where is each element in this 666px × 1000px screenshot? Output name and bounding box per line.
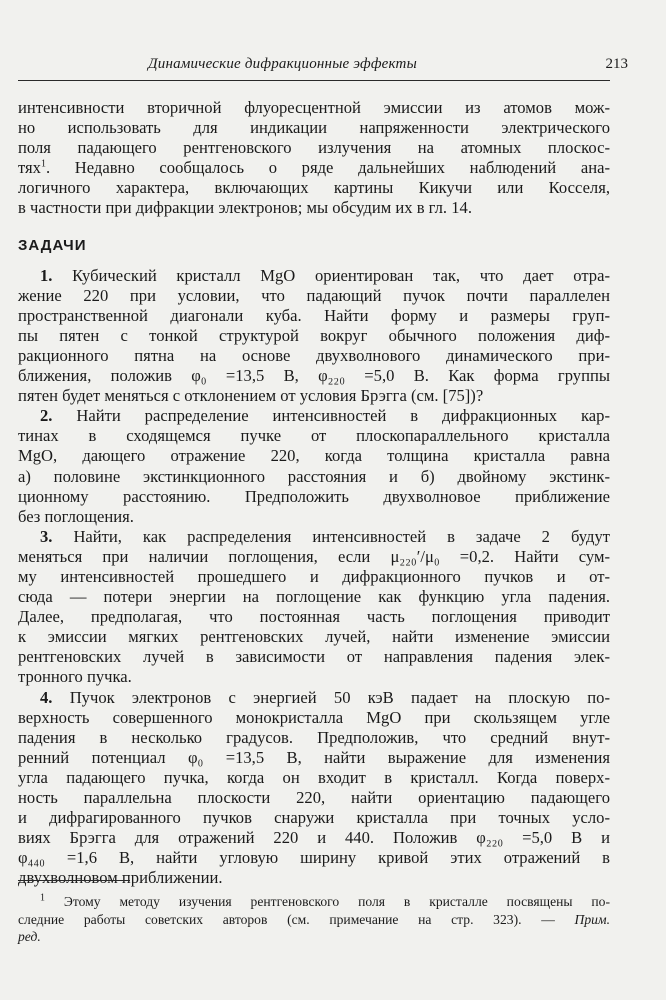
footnote-reference[interactable]: 1 [40,158,46,170]
text-line: му интенсивностей прошедшего и дифракционного пучков и от- [18,566,610,586]
text-line [18,266,610,286]
problem-number: 2. [40,406,53,426]
text-line: пространственной диагонали куба. Найти форму и размеры груп- [18,305,610,325]
text-fragment: Найти, как распределения интенсивностей в задаче 2 будут [73,526,610,546]
text-line: и дифрагированного пучков снаружи кристалла при точных усло- [18,808,610,828]
text-line: жение 220 при условии, что падающий пучок почти параллелен [18,285,610,305]
text-line: φ₄₄₀ =1,6 В, найти угловую ширину кривой этих отражений в [18,848,610,868]
text-line: тронного пучка. [18,667,132,687]
text-fragment: Найти распределение интенсивностей в дифракционных кар- [76,406,610,426]
text-line: поля падающего рентгеновского излучения на атомных плоскос- [18,138,610,158]
text-line: виях Брэгга для отражений 220 и 440. Положив φ₂₂₀ =5,0 В и [18,828,610,848]
intro-paragraph [18,98,610,219]
problem-3 [18,527,610,688]
text-line [18,158,610,178]
text-line [18,406,610,426]
header-rule [18,80,610,81]
section-heading: ЗАДАЧИ [18,236,87,254]
text-line [18,688,610,708]
footnote-rule [18,880,130,881]
text-line: ренний потенциал φ₀ =13,5 В, найти выражение для изменения [18,747,610,767]
text-line: сюда — потери энергии на поглощение как функцию угла падения. [18,587,610,607]
text-fragment: Пучок электронов с энергией 50 кэВ падает на плоскую по- [69,687,611,707]
text-line: к эмиссии мягких рентгеновских лучей, найти изменение эмиссии [18,627,610,647]
text-line: а) половине экстинкционного расстояния и б) двойному экстинк- [18,466,610,486]
text-fragment: Кубический кристалл MgO ориентирован так, что дает отра- [72,265,610,285]
problem-4 [18,688,610,889]
footnote [18,893,610,946]
text-line: ракционного пятна на основе двухволнового динамического при- [18,345,610,365]
text-line: верхность совершенного монокристалла MgO при скользящем угле [18,707,610,727]
text-line: в частности при дифракции электронов; мы обсудим их в гл. 14. [18,198,472,218]
spacer [18,256,610,266]
text-line: MgO, дающего отражение 220, когда толщина кристалла равна [18,446,610,466]
text-line: пы пятен с тонкой структурой вокруг обычного положения диф- [18,325,610,345]
spacer [18,219,610,236]
footnote-mark: 1 [40,892,45,904]
text-fragment: тях [18,158,41,178]
problem-1 [18,266,610,407]
problem-number: 1. [40,265,53,285]
text-line: угла падающего пучка, когда он входит в кристалл. Когда поверх- [18,767,610,787]
text-line: ционному расстоянию. Предположить двухволновое приближение [18,486,610,506]
page-number: 213 [605,56,628,72]
running-title: Динамические дифракционные эффекты [148,56,417,72]
text-line: рентгеновских лучей в зависимости от направления падения элек- [18,647,610,667]
text-line: пятен будет меняться с отклонением от условия Брэгга (см. [75])? [18,386,484,406]
problem-number: 3. [40,526,53,546]
body-text [18,98,610,888]
text-fragment: Этому методу изучения рентгеновского поля в кристалле посвящены по- [63,894,610,909]
problem-2 [18,406,610,527]
text-line: ность параллельна плоскости 220, найти ориентацию падающего [18,788,610,807]
footnote-line: ред. [18,929,41,944]
page-header [18,56,628,78]
problem-number: 4. [40,687,53,707]
text-line: но использовать для индикации напряженности электрического [18,118,610,138]
text-line: ближения, положив φ₀ =13,5 В, φ₂₂₀ =5,0 В. Как форма группы [18,366,610,386]
footnote-line [18,911,610,929]
text-line: Далее, предполагая, что постоянная часть поглощения приводит [18,607,610,627]
text-line: тинах в сходящемся пучке от плоскопараллельного кристалла [18,426,610,446]
text-fragment: . Недавно сообщалось о ряде дальнейших наблюдений ана- [45,158,610,178]
text-line: интенсивности вторичной флуоресцентной эмиссии из атомов мож- [18,98,610,117]
text-line [18,527,610,547]
text-line: без поглощения. [18,506,134,526]
editor-note-label: Прим. [574,911,610,927]
text-line: падения в несколько градусов. Предположив, что средний внут- [18,727,610,747]
footnote-line [18,893,610,911]
text-fragment: следние работы советских авторов (см. примечание на стр. 323). — [18,911,555,927]
text-line: двухволновом приближении. [18,868,223,888]
text-line: логичного характера, включающих картины Кикучи или Косселя, [18,178,610,198]
text-line: меняться при наличии поглощения, если μ₂₂₀′/μ₀ =0,2. Найти сум- [18,546,610,566]
